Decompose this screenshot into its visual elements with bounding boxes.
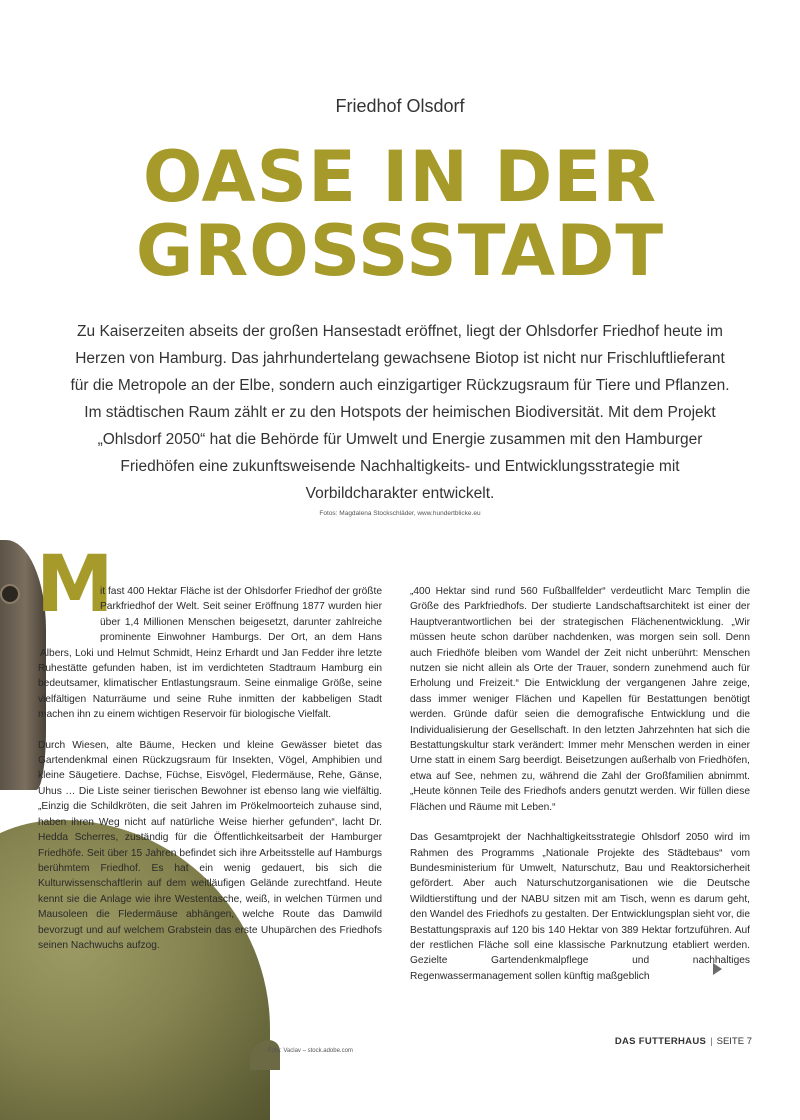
article-column-right bbox=[410, 584, 750, 984]
footer-separator: | bbox=[710, 1036, 713, 1047]
photo-credit-top: Fotos: Magdalena Stockschläder, www.hundertblicke.eu bbox=[319, 510, 481, 517]
headline-line-2: GROSSSTADT bbox=[135, 210, 665, 292]
headline-line-1: OASE IN DER bbox=[142, 136, 658, 218]
paragraph: Durch Wiesen, alte Bäume, Hecken und kleine Gewässer bietet das Gartendenkmal einen Rückzugsraum für Insekten, Vögel, Amphibien und kleine Säugetiere. Dachse, Füchse, Eisvögel, Fledermäuse, Rehe, Gänse, Uhus … Die Liste seiner tierischen Bewohner ist ebenso lang wie vielfältig. „Einzig die Schildkröten, die seit Jahren im Prökelmoorteich zuhause sind, haben ihren Weg nicht auf natürliche Weise hierher gefunden“, lacht Dr. Hedda Scherres, zuständig für die Öffentlichkeitsarbeit der Hamburger Friedhöfe. Seit über 15 Jahren befindet sich ihre Arbeitsstelle auf Hamburgs berühmtem Friedhof. Es hat ein wenig gedauert, bis sich die Kulturwissenschaftlerin auf dem weitläufigen Gelände zurechtfand. Heute kennt sie die Anlage wie ihre Westentasche, weiß, in welchen Türmen und Mausoleen die Fledermäuse abhängen, welche Route das Damwild bevorzugt und auf welchem Grabstein das erste Uhupärchen des Friedhofs seinen Nachwuchs aufzog. bbox=[38, 739, 382, 951]
owl-eye-shape bbox=[0, 584, 20, 604]
paragraph-text: it fast 400 Hektar Fläche ist der Ohlsdorfer Friedhof der größte Parkfriedhof der Welt. Seit seiner Eröffnung 1877 wurden hier über 1,4 Millionen Menschen beigesetzt, darunter zahlreiche prominente Einwohner Hamburgs. Der Ort, an dem Hans Albers, Loki und Helmut Schmidt, Heinz Erhardt und Jan Fedder ihre letzte Ruhestätte gefunden haben, ist im verdichteten Stadtraum Hamburg ein bedeutsamer, klimatischer Entlastungsraum. Seine einmalige Größe, seine vielfältigen Naturräume und seine Ruhe inmitten der kabbeligen Stadt machen ihn zu einem wichtigen Reservoir für biologische Vielfalt. bbox=[38, 586, 382, 721]
lead-paragraph: Zu Kaiserzeiten abseits der großen Hansestadt eröffnet, liegt der Ohlsdorfer Friedhof heute im Herzen von Hamburg. Das jahrhundertelang gewachsene Biotop ist nicht nur Frischluftlieferant für die Metropole an der Elbe, sondern auch einzigartiger Rückzugsraum für Tiere und Pflanzen. Im städtischen Raum zählt er zu den Hotspots der heimischen Biodiversität. Mit dem Projekt „Ohlsdorf 2050“ hat die Behörde für Umwelt und Energie zusammen mit den Hamburger Friedhöfen eine zukunftsweisende Nachhaltigkeits- und Entwicklungsstrategie mit Vorbildcharakter entwickelt. bbox=[70, 323, 730, 502]
page-number: SEITE 7 bbox=[716, 1036, 752, 1047]
stone-pebble-shape bbox=[250, 1040, 280, 1070]
triangle-right-icon bbox=[713, 963, 722, 975]
paragraph: „400 Hektar sind rund 560 Fußballfelder“ verdeutlicht Marc Templin die Größe des Parkfriedhofs. Der studierte Landschaftsarchitekt ist einer der Hauptverantwortlichen bei der strategischen Flächenentwicklung. „Wir müssen heute schon darüber nachdenken, was morgen sein soll. Denn auch Friedhöfe bleiben vom Wandel der Zeit nicht unberührt: Menschen nutzen sie nicht allein als Orte der Trauer, sondern zunehmend auch für Erholung und Freizeit.“ Die Entwicklung der vergangenen Jahre zeige, dass immer weniger Flächen und Kapellen für Bestattungen benötigt werden. Gründe dafür seien die demografische Entwicklung und die Individualisierung der Gesellschaft. In den letzten Jahrzehnten hat sich die Bestattungskultur stark verändert: Immer mehr Menschen werden in einer Urne statt in einem Sarg beerdigt. Beisetzungen außerhalb von Friedhöfen, etwa auf See, nehmen zu, während die Zahl der Großfamilien abnimmt. „Heute können Teile des Friedhofs anders genutzt werden. Wir füllen diese Flächen und Räume mit Leben.“ bbox=[410, 586, 750, 813]
photo-credit-bottom: Foto: Vaclav – stock.adobe.com bbox=[268, 1048, 353, 1054]
paragraph: Das Gesamtprojekt der Nachhaltigkeitsstrategie Ohlsdorf 2050 wird im Rahmen des Programms „Nationale Projekte des Städtebaus“ vom Bundesministerium für Umwelt, Naturschutz, Bau und Reaktorsicherheit gefördert. Aber auch Naturschutzorganisationen wie die Deutsche Wildtierstiftung und der NABU sitzen mit am Tisch, wenn es darum geht, den Wandel des Friedhofs zu gestalten. Der Entwicklungsplan sieht vor, die Bestattungspraxis auf 120 bis 140 Hektar von 389 Hektar fortzuführen. Auf der restlichen Fläche soll eine klassische Parknutzung etabliert werden. Gezielte Gartendenkmalpflege und nachhaltiges Regenwassermanagement sollen künftig maßgeblich bbox=[410, 832, 750, 982]
footer-brand: DAS FUTTERHAUS bbox=[614, 1036, 707, 1047]
drop-cap: M bbox=[36, 540, 114, 630]
headline bbox=[0, 136, 800, 292]
page-footer bbox=[615, 1036, 752, 1047]
paragraph bbox=[38, 584, 382, 723]
kicker: Friedhof Olsdorf bbox=[335, 96, 465, 116]
article-column-left bbox=[38, 584, 382, 953]
